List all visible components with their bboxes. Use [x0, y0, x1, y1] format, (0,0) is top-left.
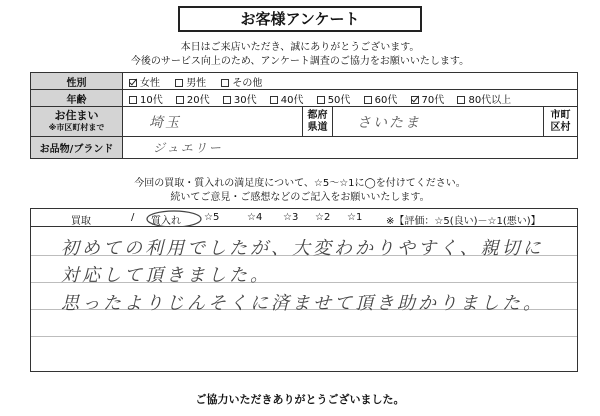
- item-handwriting: ジュエリー: [153, 141, 223, 155]
- survey-title: お客様アンケート: [178, 6, 422, 32]
- age-10s-checkbox[interactable]: [129, 96, 137, 104]
- thank-you-footer: ご協力いただきありがとうございました。: [195, 393, 405, 406]
- item-label: お品物/ブランド: [31, 137, 123, 159]
- prefecture-field[interactable]: [123, 107, 303, 137]
- age-option-60s[interactable]: 60代: [364, 91, 398, 106]
- ruled-line: [31, 336, 577, 337]
- comment-handwriting-line-3: 思ったよりじんそくに済ませて頂き助かりました。: [61, 293, 544, 314]
- gender-option-female[interactable]: 女性: [129, 74, 160, 89]
- age-80plus-checkbox[interactable]: [457, 96, 465, 104]
- age-option-70s[interactable]: 70代: [411, 91, 445, 106]
- gender-female-checkbox[interactable]: [129, 79, 137, 87]
- address-sublabel: ※市区町村まで: [48, 123, 105, 132]
- rating-instruction-line-2: 続いてご意見・ご感想などのご記入をお願いいたします。: [170, 192, 430, 203]
- circle-mark-icon: [145, 209, 203, 227]
- address-label-cell: [31, 107, 123, 137]
- age-70s-checkbox[interactable]: [411, 96, 419, 104]
- kaitori-option[interactable]: 買取: [71, 216, 91, 227]
- intro-line-1: 本日はご来店いただき、誠にありがとうございます。: [180, 42, 420, 53]
- gender-other-checkbox[interactable]: [221, 79, 229, 87]
- age-option-20s[interactable]: 20代: [176, 91, 210, 106]
- rating-scale-note: ※【評価：☆5(良い)－☆1(悪い)】: [386, 216, 541, 227]
- age-option-10s[interactable]: 10代: [129, 91, 163, 106]
- comment-handwriting-line-1: 初めての利用でしたが、大変わかりやすく、親切に: [61, 238, 544, 259]
- gender-options: [123, 73, 578, 90]
- header-slash: /: [131, 212, 135, 223]
- star-3-option[interactable]: ☆3: [283, 212, 299, 223]
- gender-option-other[interactable]: その他: [221, 74, 262, 89]
- intro-line-2: 今後のサービス向上のため、アンケート調査のご協力をお願いいたします。: [130, 56, 470, 67]
- age-option-50s[interactable]: 50代: [317, 91, 351, 106]
- star-2-option[interactable]: ☆2: [315, 212, 331, 223]
- gender-male-checkbox[interactable]: [175, 79, 183, 87]
- survey-comment-box: [30, 208, 578, 372]
- rating-instruction-line-1: 今回の買取・質入れの満足度について、☆5～☆1に◯を付けてください。: [134, 178, 466, 189]
- age-40s-checkbox[interactable]: [270, 96, 278, 104]
- age-60s-checkbox[interactable]: [364, 96, 372, 104]
- age-option-80plus[interactable]: 80代以上: [457, 91, 511, 106]
- survey-header: [31, 209, 577, 227]
- age-options: [123, 90, 578, 107]
- age-option-40s[interactable]: 40代: [270, 91, 304, 106]
- prefecture-handwriting: 埼玉: [149, 114, 181, 131]
- customer-info-table: [30, 72, 578, 159]
- city-field[interactable]: [333, 107, 544, 137]
- shichiire-option[interactable]: 質入れ: [151, 216, 181, 227]
- gender-label: 性別: [31, 73, 123, 90]
- star-4-option[interactable]: ☆4: [247, 212, 263, 223]
- city-handwriting: さいたま: [357, 114, 421, 131]
- age-30s-checkbox[interactable]: [223, 96, 231, 104]
- age-label: 年齢: [31, 90, 123, 107]
- address-label: お住まい: [54, 109, 99, 122]
- star-5-option[interactable]: ☆5: [204, 212, 220, 223]
- age-option-30s[interactable]: 30代: [223, 91, 257, 106]
- age-20s-checkbox[interactable]: [176, 96, 184, 104]
- city-suffix-label: 市町 区村: [544, 107, 578, 137]
- comment-handwriting-line-2: 対応して頂きました。: [61, 265, 271, 286]
- star-1-option[interactable]: ☆1: [347, 212, 363, 223]
- prefecture-suffix-label: 都府 県道: [303, 107, 333, 137]
- gender-option-male[interactable]: 男性: [175, 74, 206, 89]
- age-50s-checkbox[interactable]: [317, 96, 325, 104]
- item-field[interactable]: [123, 137, 578, 159]
